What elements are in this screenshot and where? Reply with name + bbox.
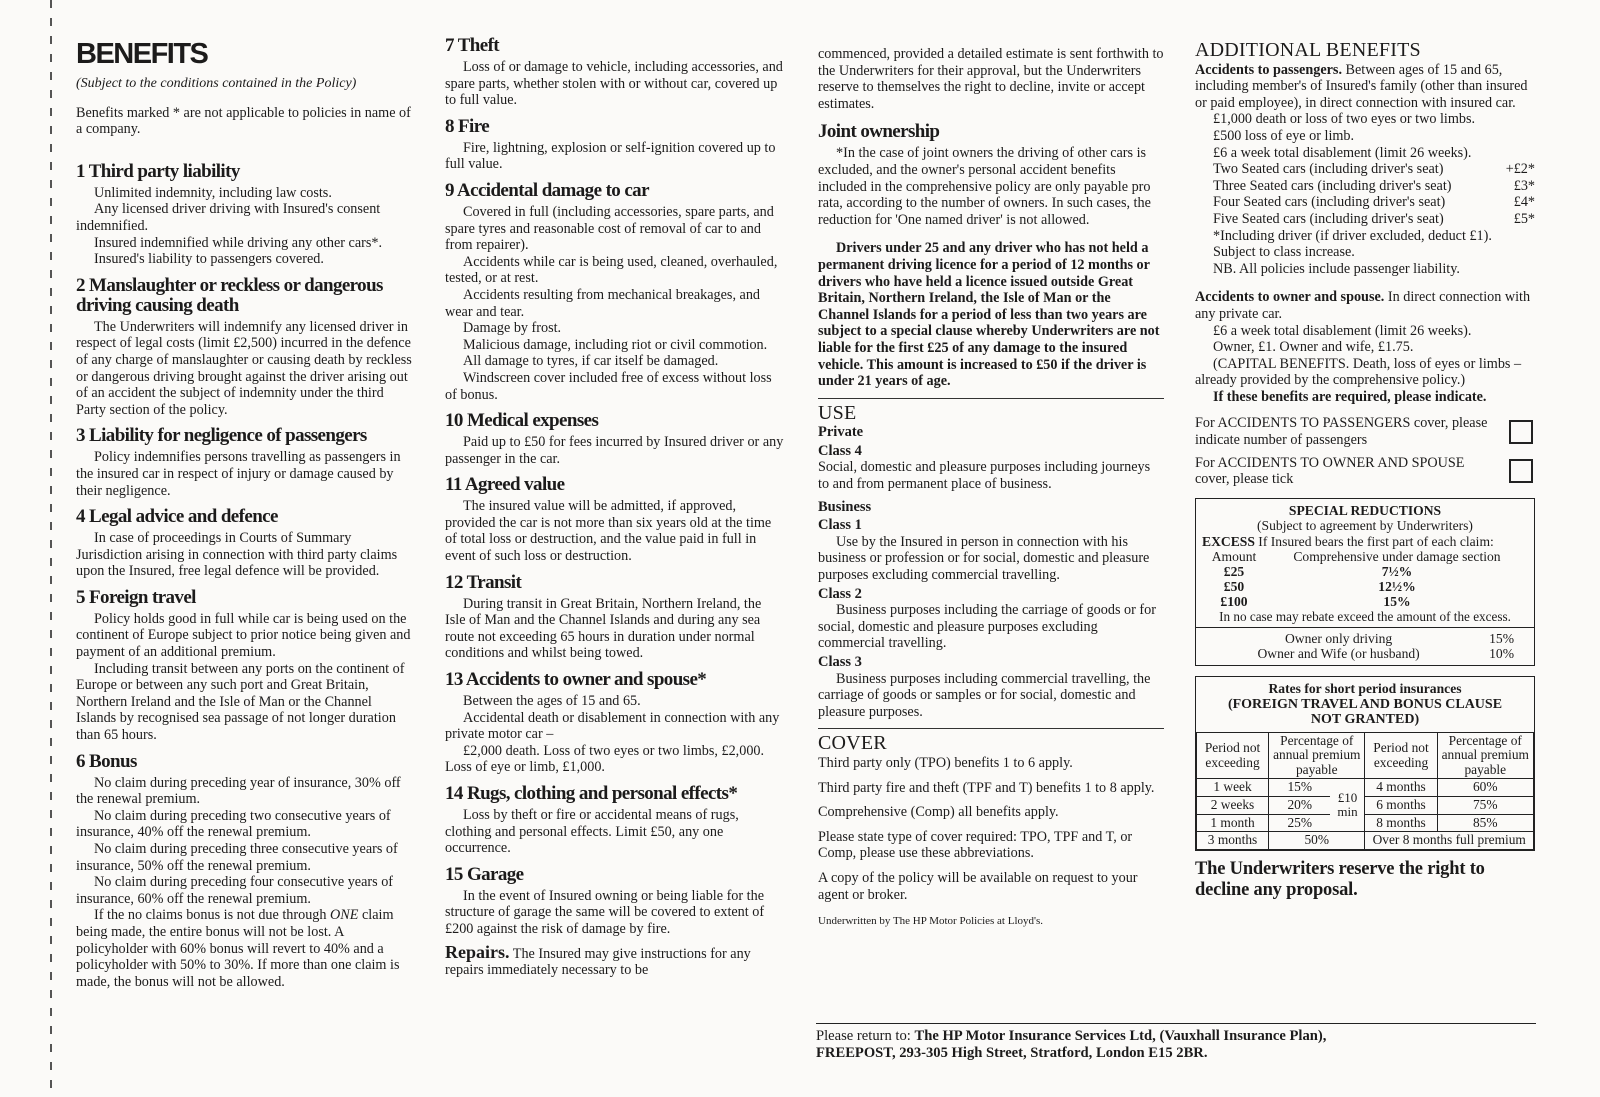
column-benefits-continued <box>445 36 785 979</box>
passengers-checkbox[interactable] <box>1509 420 1533 444</box>
header-cell: Percentage of annual premium payable <box>1269 732 1365 779</box>
header-cell: Period not exceeding <box>1197 732 1269 779</box>
seat-row <box>1195 178 1535 195</box>
paragraph: £6 a week total disablement (limit 26 weeks). <box>1213 322 1472 339</box>
header-cell: Percentage of annual premium payable <box>1437 732 1533 779</box>
cell: £50 <box>1223 579 1245 595</box>
section-title: 6 Bonus <box>76 750 137 772</box>
paragraph: No claim during preceding three consecutive years of insurance, 50% off the renewal premium. <box>76 841 398 874</box>
paragraph: A copy of the policy will be available on request to your agent or broker. <box>818 869 1138 903</box>
cell: 7½% <box>1381 564 1413 580</box>
excess-table <box>1202 549 1528 609</box>
perforation-line <box>50 0 52 1097</box>
cell: £100 <box>1220 594 1248 610</box>
cell: 6 months <box>1365 797 1437 815</box>
paragraph: Windscreen cover included free of excess without loss of bonus. <box>445 369 772 403</box>
paragraph: Loss of or damage to vehicle, including accessories, and spare parts, whether stolen with or without car, covered up to full value. <box>445 59 783 109</box>
column-additional-benefits <box>1195 36 1535 901</box>
paragraph: Malicious damage, including riot or civil commotion. <box>463 336 768 353</box>
section-title: Joint ownership <box>818 121 940 143</box>
drivers-note: Drivers under 25 and any driver who has not held a permanent driving licence for a period of 12 months or drivers who have held a licence issued outside Great Britain, Northern Ireland, the Isle of Man or the Channel Islands for a period of less than two years are subject to a special clause whereby Underwriters are not liable for the first £25 of any damage to the insured vehicle. This amount is increased to £50 if the driver is under 21 years of age. <box>818 240 1160 390</box>
cell: 4 months <box>1365 779 1437 797</box>
cell: £25 <box>1223 564 1245 580</box>
label: Business <box>818 498 872 515</box>
paragraph <box>76 907 414 990</box>
cell: 75% <box>1437 797 1533 815</box>
text: In direct connection with any private car. <box>1195 289 1531 322</box>
section-title: 2 Manslaughter or reckless or dangerous driving causing death <box>76 274 383 316</box>
cell: 85% <box>1437 814 1533 832</box>
emphasis: ONE <box>330 907 359 924</box>
label: Private <box>818 424 864 441</box>
option-label: For ACCIDENTS TO PASSENGERS cover, please indicate number of passengers <box>1195 415 1488 449</box>
cell: Owner only driving <box>1284 631 1393 647</box>
panel-subtitle: (FOREIGN TRAVEL AND BONUS CLAUSE NOT GRANTED) <box>1227 696 1503 728</box>
footer-line: FREEPOST, 293-305 High Street, Stratford, London E15 2BR. <box>816 1045 1208 1061</box>
paragraph: NB. All policies include passenger liability. <box>1213 260 1460 277</box>
cell: 60% <box>1437 779 1533 797</box>
paragraph: Owner, £1. Owner and wife, £1.75. <box>1213 339 1414 356</box>
section-title: 15 Garage <box>445 863 524 885</box>
short-period-table <box>1196 732 1534 850</box>
paragraph: No claim during preceding two consecutive years of insurance, 40% off the renewal premium. <box>76 807 391 841</box>
seat-label: Five Seated cars (including driver's seat) <box>1213 210 1444 227</box>
paragraph: No claim during preceding four consecutive years of insurance, 60% off the renewal premium. <box>76 874 394 907</box>
note: Benefits marked * are not applicable to policies in name of a company. <box>76 104 411 138</box>
page-title: BENEFITS <box>76 38 208 70</box>
cell: 3 months <box>1197 832 1269 850</box>
label: EXCESS <box>1202 533 1255 549</box>
paragraph: Comprehensive (Comp) all benefits apply. <box>818 804 1059 821</box>
min-cell: £10 min <box>1330 779 1365 832</box>
section-title: 4 Legal advice and defence <box>76 506 278 528</box>
text: If the no claims bonus is not due through <box>94 907 331 924</box>
paragraph: £1,000 death or loss of two eyes or two limbs. <box>1213 111 1476 128</box>
paragraph: All damage to tyres, if car itself be damaged. <box>463 353 719 370</box>
section-title: 8 Fire <box>445 115 490 137</box>
paragraph: (CAPITAL BENEFITS. Death, loss of eyes or limbs – already provided by the comprehensive policy.) <box>1195 355 1522 389</box>
cell: 8 months <box>1365 814 1437 832</box>
label: Accidents to passengers. <box>1195 61 1342 78</box>
return-address <box>816 1023 1536 1062</box>
excess-note: In no case may rebate exceed the amount of the excess. <box>1196 609 1534 628</box>
text: Please return to: <box>816 1028 915 1044</box>
label: Class 4 <box>818 442 862 459</box>
paragraph: £6 a week total disablement (limit 26 weeks). <box>1213 144 1472 161</box>
seat-label: Four Seated cars (including driver's seat) <box>1213 194 1446 211</box>
paragraph: Please state type of cover required: TPO, TPF and T, or Comp, please use these abbreviations. <box>818 828 1133 862</box>
section-title: ADDITIONAL BENEFITS <box>1195 39 1421 61</box>
cell: 50% <box>1269 832 1365 850</box>
paragraph <box>1195 289 1535 322</box>
text: Between ages of 15 and 65, including member's of Insured's family (other than insured or paid employee), in direct connection with insured car. <box>1195 61 1528 111</box>
short-period-panel <box>1195 676 1535 850</box>
paragraph: The insured value will be admitted, if approved, provided the car is not more than six years old at the time of total loss or destruction, and the value paid in full in event of such loss or destruction. <box>445 498 772 565</box>
panel-title: SPECIAL REDUCTIONS <box>1288 502 1442 518</box>
panel-title: Rates for short period insurances <box>1268 681 1462 697</box>
cell: 15% <box>1269 779 1331 797</box>
paragraph <box>1195 62 1535 112</box>
paragraph: If these benefits are required, please indicate. <box>1213 388 1487 405</box>
divider <box>818 398 1164 399</box>
cell: 1 week <box>1197 779 1269 797</box>
paragraph: £500 loss of eye or limb. <box>1213 127 1355 144</box>
paragraph: Covered in full (including accessories, spare parts, and spare tyres and reasonable cost of removal of car to and from repairer). <box>445 203 774 254</box>
paragraph: Insured indemnified while driving any other cars*. <box>94 234 383 251</box>
owner-spouse-option <box>1195 455 1535 488</box>
paragraph: Third party only (TPO) benefits 1 to 6 apply. <box>818 754 1073 771</box>
section-title: 1 Third party liability <box>76 160 240 182</box>
section-title: 9 Accidental damage to car <box>445 179 649 201</box>
special-reductions-panel <box>1195 498 1535 667</box>
table-row <box>1202 646 1528 661</box>
seat-price: £5* <box>1513 210 1535 227</box>
seat-label: Two Seated cars (including driver's seat) <box>1213 161 1444 178</box>
paragraph: Loss by theft or fire or accidental means of rugs, clothing and personal effects. Limit £50, any one occurrence. <box>445 807 739 857</box>
paragraph: During transit in Great Britain, Northern Ireland, the Isle of Man and the Channel Islands and during any sea route not exceeding 65 hours in duration under normal conditions and whilst being towed. <box>445 595 762 662</box>
seat-row <box>1195 194 1535 211</box>
paragraph: Third party fire and theft (TPF and T) benefits 1 to 8 apply. <box>818 779 1155 796</box>
paragraph: The Underwriters will indemnify any licensed driver in respect of legal costs (limit £2,500) incurred in the defence of any charge of manslaughter or causing death by reckless or dangerous driving brought against the driver arising out of an accident the subject of indemnity under the third Party section of the policy. <box>76 318 412 418</box>
seat-label: Three Seated cars (including driver's seat) <box>1213 177 1452 194</box>
label: Accidents to owner and spouse. <box>1195 289 1385 306</box>
subtitle: (Subject to the conditions contained in the Policy) <box>76 76 357 91</box>
cell: 15% <box>1489 631 1515 647</box>
paragraph: Use by the Insured in person in connection with his business or profession or for social, domestic and pleasure purposes excluding commercial travelling. <box>818 533 1150 584</box>
text: If Insured bears the first part of each claim: <box>1254 533 1494 549</box>
paragraph: commenced, provided a detailed estimate is sent forthwith to the Underwriters for their approval, but the Underwriters reserve to themselves the right to decline, invite or accept estimates. <box>818 46 1164 112</box>
paragraph: Policy indemnifies persons travelling as passengers in the insured car in respect of injury or damage caused by their negligence. <box>76 449 401 499</box>
cell: Owner and Wife (or husband) <box>1257 646 1420 662</box>
cell: Over 8 months full premium <box>1365 832 1534 850</box>
cell: 15% <box>1383 594 1411 610</box>
paragraph: Including transit between any ports on the continent of Europe or between any such port and Great Britain, Northern Ireland and the Isle of Man or the Channel Islands by recognised sea passage of not longer duration than 65 hours. <box>76 660 405 744</box>
paragraph: Damage by frost. <box>463 320 562 337</box>
table-row <box>1197 779 1534 797</box>
seat-row <box>1195 211 1535 228</box>
header-cell: Amount <box>1211 549 1257 565</box>
section-title: USE <box>818 401 857 424</box>
paragraph: £2,000 death. Loss of two eyes or two limbs, £2,000. Loss of eye or limb, £1,000. <box>445 742 765 776</box>
panel-subtitle: (Subject to agreement by Underwriters) <box>1257 518 1473 534</box>
seat-price: +£2* <box>1505 161 1535 178</box>
paragraph: Any licensed driver driving with Insured's consent indemnified. <box>76 201 381 234</box>
divider <box>818 728 1164 729</box>
repairs-paragraph <box>445 941 785 979</box>
table-row <box>1202 564 1528 579</box>
label: Class 1 <box>818 517 862 534</box>
paragraph: *Including driver (if driver excluded, deduct £1). <box>1213 227 1492 244</box>
section-title: 3 Liability for negligence of passengers <box>76 425 367 447</box>
table-row <box>1202 594 1528 609</box>
cell: 2 weeks <box>1197 797 1269 815</box>
cell: 10% <box>1489 646 1515 662</box>
table-row <box>1197 832 1534 850</box>
paragraph: Social, domestic and pleasure purposes including journeys to and from permanent place of business. <box>818 459 1151 493</box>
seat-row <box>1195 161 1535 178</box>
text: The Insured may give instructions for any repairs immediately necessary to be <box>445 945 751 979</box>
table-row <box>1197 814 1534 832</box>
text: claim being made, the entire bonus will not be lost. A policyholder with 60% bonus will revert to 40% and a policyholder with 50% to 30%. If more than one claim is made, the bonus will not be allowed. <box>76 907 400 990</box>
paragraph: Between the ages of 15 and 65. <box>463 693 641 710</box>
section-title: 7 Theft <box>445 35 500 56</box>
section-title: 11 Agreed value <box>445 474 565 496</box>
reserve-note: The Underwriters reserve the right to decline any proposal. <box>1195 858 1485 900</box>
column-use-cover <box>818 36 1164 930</box>
header-cell: Comprehensive under damage section <box>1293 549 1501 565</box>
label: Class 3 <box>818 654 862 670</box>
section-title: 10 Medical expenses <box>445 410 599 432</box>
owner-spouse-checkbox[interactable] <box>1509 459 1533 483</box>
cell: 12½% <box>1378 579 1416 595</box>
paragraph: *In the case of joint owners the driving of other cars is excluded, and the owner's personal accident benefits included in the comprehensive policy are only payable pro rata, according to the number of owners. In such cases, the reduction for 'One named driver' is not allowed. <box>818 145 1151 228</box>
option-label: For ACCIDENTS TO OWNER AND SPOUSE cover, please tick <box>1195 454 1465 488</box>
table-row <box>1202 579 1528 594</box>
paragraph: Policy holds good in full while car is being used on the continent of Europe subject to prior notice being given and payment of an additional premium. <box>76 610 411 661</box>
paragraph: In case of proceedings in Courts of Summary Jurisdiction arising in connection with third party claims upon the Insured, free legal defence will be provided. <box>76 530 398 580</box>
paragraph: Fire, lightning, explosion or self-ignition covered up to full value. <box>445 139 776 173</box>
paragraph: Accidents while car is being used, cleaned, overhauled, tested, or at rest. <box>445 253 778 287</box>
table-row <box>1202 631 1528 646</box>
table-header <box>1202 549 1528 564</box>
cell: 1 month <box>1197 814 1269 832</box>
paragraph: Accidental death or disablement in connection with any private motor car – <box>445 709 780 743</box>
paragraph: Business purposes including commercial travelling, the carriage of goods or samples or for social, domestic and pleasure purposes. <box>818 670 1151 720</box>
column-benefits <box>76 36 414 990</box>
table-header <box>1197 732 1534 779</box>
paragraph: Insured's liability to passengers covered. <box>94 251 324 268</box>
paragraph: In the event of Insured owning or being liable for the structure of garage the same will be covered to extent of £200 against the risk of damage by fire. <box>445 887 765 937</box>
section-title: 13 Accidents to owner and spouse* <box>445 669 707 691</box>
cell: 20% <box>1269 797 1331 815</box>
paragraph: Subject to class increase. <box>1213 244 1355 261</box>
paragraph: No claim during preceding year of insurance, 30% off the renewal premium. <box>76 774 401 808</box>
label: Class 2 <box>818 585 862 602</box>
header-cell: Period not exceeding <box>1365 732 1437 779</box>
paragraph: Accidents resulting from mechanical breakages, and wear and tear. <box>445 286 761 320</box>
seat-price: £3* <box>1513 177 1535 194</box>
paragraph: Business purposes including the carriage of goods or for social, domestic and pleasure purposes excluding commercial travelling. <box>818 602 1156 652</box>
section-title: 5 Foreign travel <box>76 586 196 608</box>
passengers-option <box>1195 415 1535 448</box>
repairs-label: Repairs. <box>445 941 510 962</box>
excess-line <box>1202 534 1528 549</box>
text: The HP Motor Insurance Services Ltd, (Vauxhall Insurance Plan), <box>914 1028 1327 1044</box>
cell: 25% <box>1269 814 1331 832</box>
underwritten-note: Underwritten by The HP Motor Policies at Lloyd's. <box>818 915 1044 928</box>
section-title: 14 Rugs, clothing and personal effects* <box>445 783 738 804</box>
section-title: 12 Transit <box>445 571 522 593</box>
seat-price: £4* <box>1513 194 1535 211</box>
section-title: COVER <box>818 732 887 755</box>
paragraph: Unlimited indemnity, including law costs. <box>94 184 332 201</box>
table-row <box>1197 797 1534 815</box>
paragraph: Paid up to £50 for fees incurred by Insured driver or any passenger in the car. <box>445 434 784 467</box>
driver-reduction-table <box>1202 631 1528 661</box>
footer-line <box>816 1028 1536 1045</box>
